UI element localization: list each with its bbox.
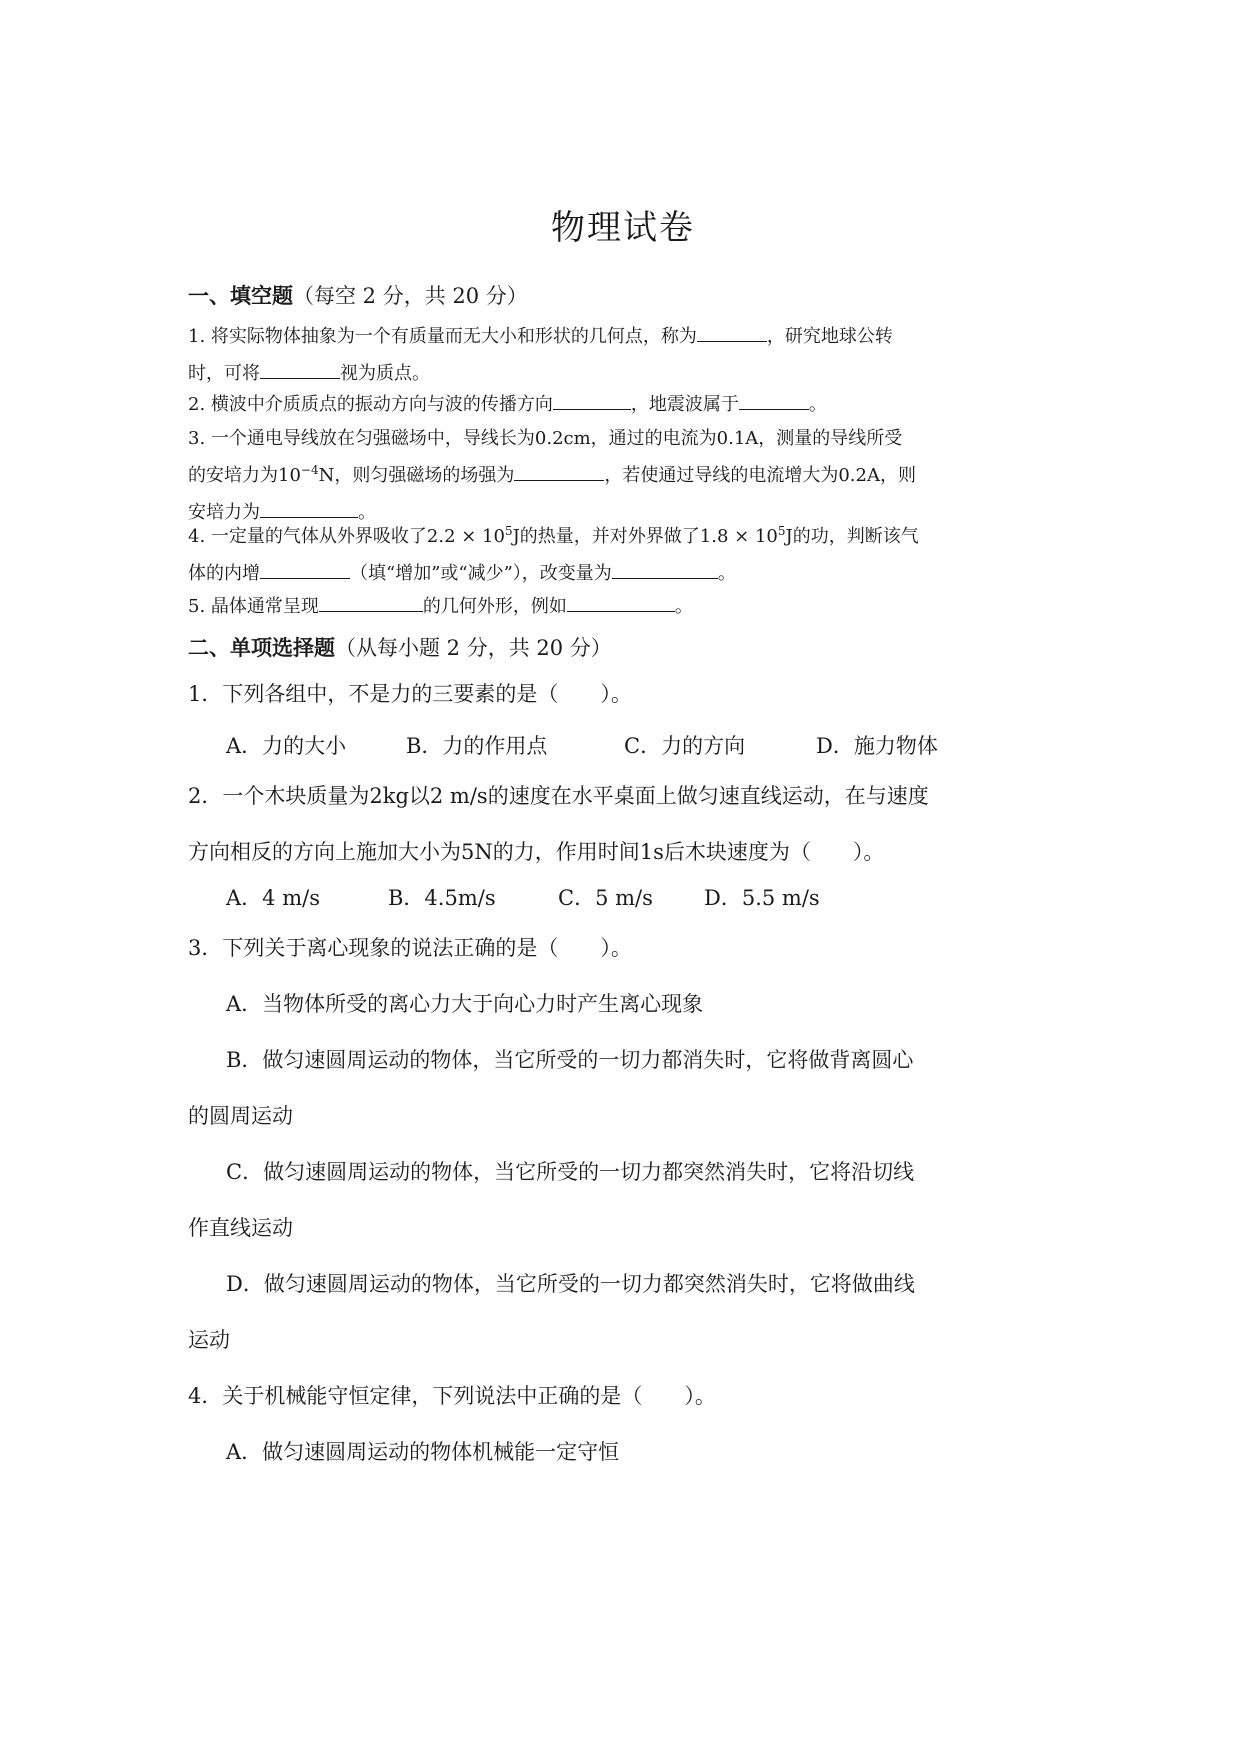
option-a[interactable]: A．做匀速圆周运动的物体机械能一定守恒: [226, 1440, 620, 1464]
fill-question-3: 3. 一个通电导线放在匀强磁场中，导线长为0.2cm，通过的电流为0.1A，测量的导线所受 的安培力为$10^{-4}N$，则匀强磁场的场强为 ，若使通过导线的电流增大为0.2A，则 安培力为 。: [188, 428, 916, 523]
option-c[interactable]: C．力的方向: [624, 734, 746, 758]
fill-question-2: 2. 横波中介质质点的振动方向与波的传播方向 ，地震波属于 。: [188, 386, 1058, 423]
option-c[interactable]: C．5 m/s: [558, 886, 653, 910]
section-2-heading: [188, 632, 612, 662]
option-a[interactable]: A．4 m/s: [226, 886, 320, 910]
option-b[interactable]: B．力的作用点: [406, 734, 548, 758]
answer-blank[interactable]: [260, 495, 358, 518]
answer-blank[interactable]: [567, 589, 675, 612]
section-1-title: 一、填空题: [188, 283, 293, 308]
fill-question-5: 5. 晶体通常呈现 的几何外形，例如 。: [188, 588, 1058, 625]
option-d[interactable]: D．做匀速圆周运动的物体，当它所受的一切力都突然消失时，它将做曲线: [226, 1272, 915, 1296]
section-1-note: （每空 2 分，共 20 分）: [293, 284, 528, 308]
answer-blank[interactable]: [553, 387, 631, 410]
option-c-continued: 作直线运动: [188, 1216, 293, 1240]
section-2-note: （从每小题 2 分，共 20 分）: [335, 636, 612, 660]
answer-blank[interactable]: [697, 319, 767, 342]
section-1-heading: [188, 280, 528, 310]
option-b-continued: 的圆周运动: [188, 1104, 293, 1128]
option-d-continued: 运动: [188, 1328, 230, 1352]
answer-blank[interactable]: [260, 356, 340, 379]
answer-blank[interactable]: [514, 458, 604, 481]
section-2-title: 二、单项选择题: [188, 635, 335, 660]
exam-page: [188, 0, 1058, 1753]
fill-question-4: 4. 一定量的气体从外界吸收了$2.2 \times 10^5J$的热量，并对外界做了$1.8 \times 10^5J$的功，判断该气 体的内增 （填“增加”或“减少”），改变量为 。: [188, 524, 919, 584]
choice-question-3: 3．下列关于离心现象的说法正确的是（ ）。 A．当物体所受的离心力大于向心力时产生离心现象 B．做匀速圆周运动的物体，当它所受的一切力都消失时，它将做背离圆心 的圆周运动 C．做匀速圆周运动的物体，当它所受的一切力都突然消失时，它将沿切线 作直线运动 D．做匀速圆周运动的物体，当它所受的一切力都突然消失时，它将做曲线 运动 4．关于机械能守恒定律，下列说法中正确的是（ ）。 A．做匀速圆周运动的物体机械能一定守恒: [188, 920, 1058, 1480]
choice-question-2: 2．一个木块质量为2kg以2 m/s的速度在水平桌面上做匀速直线运动，在与速度 方向相反的方向上施加大小为5N的力，作用时间1s后木块速度为（ ）。: [188, 784, 929, 864]
fill-question-1: 1. 将实际物体抽象为一个有质量而无大小和形状的几何点，称为 ，研究地球公转 时，可将 视为质点。: [188, 318, 1058, 392]
option-c[interactable]: C．做匀速圆周运动的物体，当它所受的一切力都突然消失时，它将沿切线: [226, 1160, 915, 1184]
answer-blank[interactable]: [739, 387, 809, 410]
option-b[interactable]: B．做匀速圆周运动的物体，当它所受的一切力都消失时，它将做背离圆心: [226, 1048, 914, 1072]
page-title: 物理试卷: [551, 208, 695, 248]
option-d[interactable]: D．施力物体: [816, 734, 938, 758]
answer-blank[interactable]: [260, 556, 350, 579]
option-a[interactable]: A．力的大小: [226, 734, 347, 758]
choice-question-4: 4．关于机械能守恒定律，下列说法中正确的是（ ）。: [188, 1384, 716, 1408]
answer-blank[interactable]: [612, 556, 718, 579]
option-d[interactable]: D．5.5 m/s: [704, 886, 820, 910]
option-a[interactable]: A．当物体所受的离心力大于向心力时产生离心现象: [226, 992, 704, 1016]
answer-blank[interactable]: [319, 589, 423, 612]
choice-question-1: 1．下列各组中，不是力的三要素的是（ ）。: [188, 682, 632, 706]
option-b[interactable]: B．4.5m/s: [388, 886, 496, 910]
